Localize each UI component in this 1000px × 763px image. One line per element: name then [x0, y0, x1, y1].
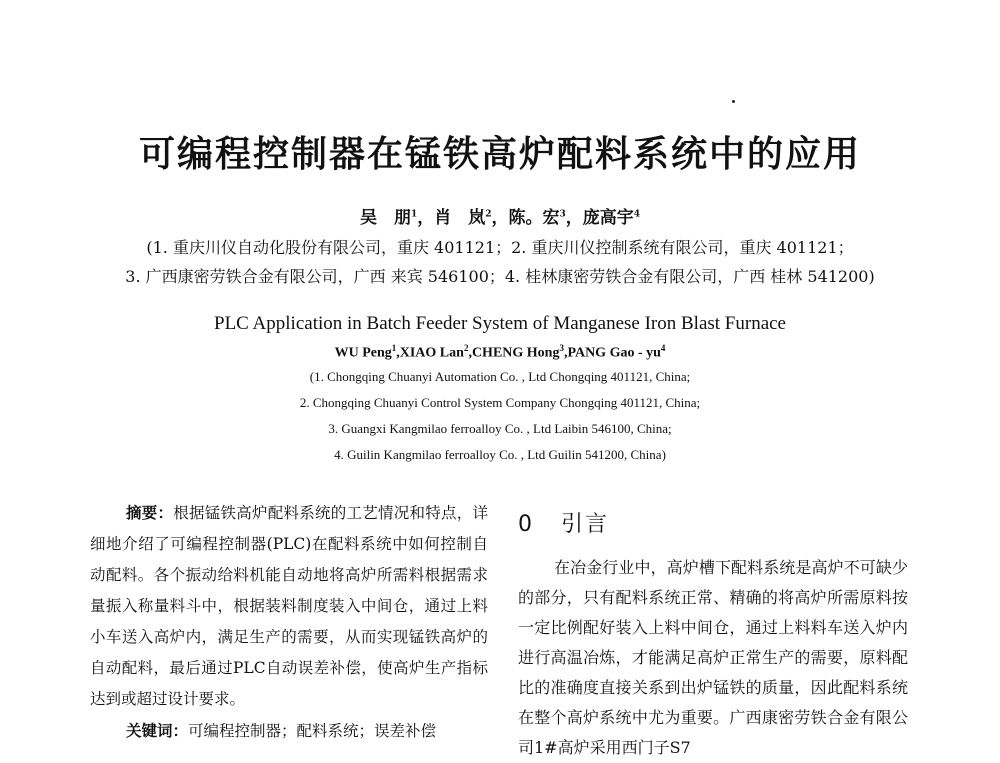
author-mark: 1: [391, 343, 397, 353]
abstract-text: 根据锰铁高炉配料系统的工艺情况和特点，详细地介绍了可编程控制器(PLC)在配料系统中如何控制自动配料。各个振动给料机能自动地将高炉所需料根据需求量振入称量料斗中，根据装料制度装入中间仓，通过上料小车送入高炉内，满足生产的需要，从而实现锰铁高炉的自动配料，最后通过PLC自动误差补偿，使高炉生产指标达到或超过设计要求。: [90, 504, 488, 708]
english-title: PLC Application in Batch Feeder System of Manganese Iron Blast Furnace: [214, 313, 786, 334]
affiliation-en-line: 3. Guangxi Kangmilao ferroalloy Co. , Ltd Laibin 546100, China;: [328, 421, 672, 436]
author-cn: 肖 岚: [434, 208, 486, 228]
authors-en: WU Peng$^1$,XIAO Lan$^2$,CHENG Hong$^3$,PANG Gao - $yu^4$: [334, 343, 666, 361]
affiliation-en-line: (1. Chongqing Chuanyi Automation Co. , Ltd Chongqing 401121, China;: [309, 369, 691, 384]
author-cn: 陈。宏: [508, 208, 560, 228]
author-en: XIAO Lan: [399, 345, 464, 361]
author-mark: 2: [485, 209, 492, 220]
author-en: WU Peng: [334, 345, 392, 361]
author-en: PANG Gao - yu: [567, 345, 661, 361]
speck-dot: [732, 100, 735, 103]
abstract-label: 摘要：: [126, 503, 174, 522]
author-cn: 吴 朋: [359, 208, 411, 228]
keywords-label: 关键词：: [126, 721, 189, 740]
author-cn: 庞高宇: [582, 208, 634, 228]
paper-title: 可编程控制器在锰铁高炉配料系统中的应用: [138, 133, 861, 175]
affiliation-en-line: 2. Chongqing Chuanyi Control System Company Chongqing 401121, China;: [299, 395, 701, 410]
keywords-text: 可编程控制器；配料系统；误差补偿: [188, 722, 437, 740]
intro-paragraph: 在冶金行业中，高炉槽下配料系统是高炉不可缺少的部分，只有配料系统正常、精确的将高炉所需原料按一定比例配好装入上料中间仓，通过上料料车送入炉内进行高温冶炼，才能满足高炉正常生产的需要，原料配比的准确度直接关系到出炉锰铁的质量，因此配料系统在整个高炉系统中尤为重要。广西康密劳铁合金有限公司1#高炉采用西门子S7: [518, 558, 908, 757]
author-mark: 4: [633, 209, 641, 220]
section-number: 0: [518, 512, 534, 537]
author-mark: 4: [660, 343, 666, 353]
abstract-paragraph: [90, 497, 488, 715]
authors-cn: 吴 朋$^1$，肖 岚$^2$，陈。宏$^3$，庞高宇$^4$: [359, 208, 641, 228]
abstract-block: [90, 497, 488, 747]
author-mark: 3: [559, 209, 566, 220]
affiliation-cn-line: (1. 重庆川仪自动化股份有限公司，重庆 401121；2. 重庆川仪控制系统有限公司，重庆 401121；: [146, 238, 854, 257]
section-title: 引言: [560, 512, 609, 537]
keywords-paragraph: [90, 715, 488, 747]
affiliation-en-line: 4. Guilin Kangmilao ferroalloy Co. , Ltd Guilin 541200, China): [334, 447, 666, 462]
section-heading: [518, 507, 609, 538]
author-en: CHENG Hong: [471, 345, 560, 361]
author-mark: 1: [410, 209, 418, 220]
author-mark: 2: [463, 343, 469, 353]
author-mark: 3: [559, 343, 564, 353]
affiliation-cn-line: 3. 广西康密劳铁合金有限公司，广西 来宾 546100；4. 桂林康密劳铁合金有限公司，广西 桂林 541200): [125, 267, 875, 286]
